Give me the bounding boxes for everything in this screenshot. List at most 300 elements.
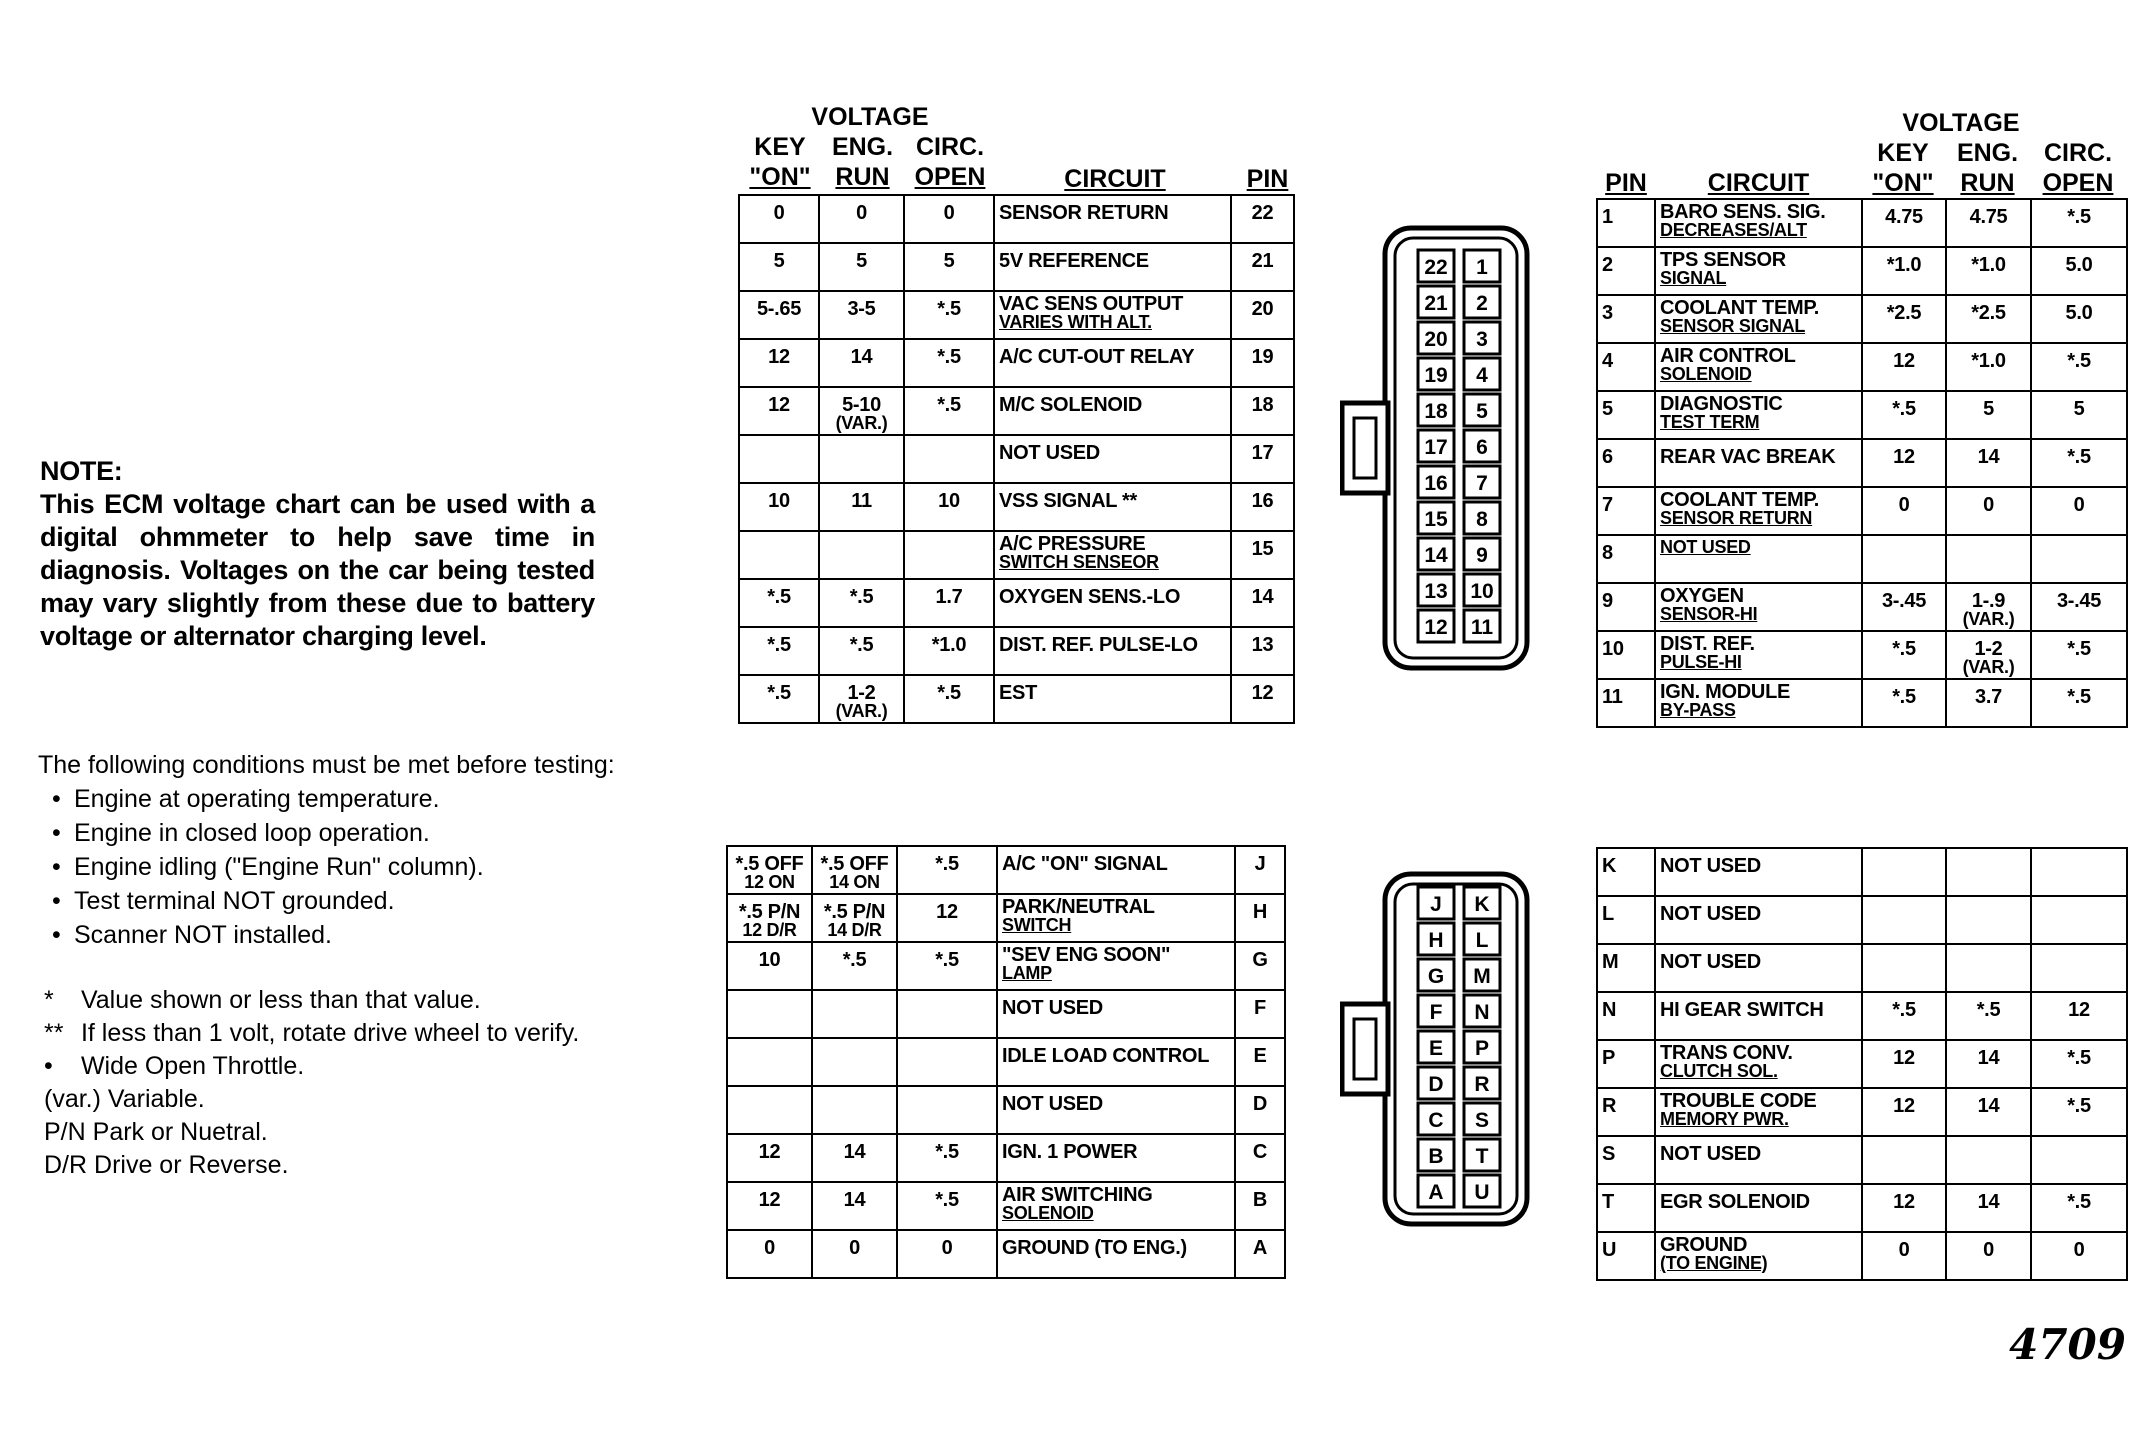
voltage-cell (897, 942, 997, 990)
voltage-cell (812, 846, 897, 894)
voltage-value: *.5 (935, 853, 959, 875)
table-row (1597, 896, 2127, 944)
voltage-value: *.5 (1976, 999, 2001, 1021)
voltage-cell (904, 531, 994, 579)
voltage-value: 1.7 (935, 586, 963, 608)
legend-item (44, 1017, 579, 1050)
circuit-name: IDLE LOAD CONTROL (1002, 1045, 1210, 1067)
voltage-cell (2031, 679, 2127, 727)
table-row (727, 942, 1285, 990)
condition-item: • Engine at operating temperature. (52, 782, 778, 816)
circuit-name-line2: CLUTCH SOL. (1660, 1061, 1778, 1081)
voltage-cell (2031, 944, 2127, 992)
note-body: This ECM voltage chart can be used with a digital ohmmeter to help save time in diagnosis. Voltages on the car being tested may vary slightly from these due to battery voltage or alternator charging level. (40, 489, 595, 651)
legend-item (44, 984, 579, 1017)
voltage-cell (727, 990, 812, 1038)
voltage-cell (1946, 583, 2031, 631)
voltage-cell (1946, 1040, 2031, 1088)
voltage-cell (727, 1086, 812, 1134)
circuit-cell (997, 990, 1235, 1038)
header-circ-sub: OPEN (914, 163, 986, 191)
circuit-name: NOT USED (1002, 1093, 1103, 1115)
voltage-value: 0 (941, 1237, 953, 1259)
voltage-cell (727, 894, 812, 942)
table-row (1597, 295, 2127, 343)
voltage-value-note: 12 ON (744, 872, 795, 892)
circuit-cell (1655, 992, 1862, 1040)
voltage-cell (1862, 848, 1946, 896)
pin-cell: 12 (1231, 675, 1294, 723)
voltage-value: 0 (856, 202, 867, 224)
pin-cell: N (1597, 992, 1655, 1040)
note-heading: NOTE: (40, 456, 123, 486)
circuit-name: REAR VAC BREAK (1660, 446, 1836, 468)
ecm-connector-top (1340, 222, 1540, 682)
voltage-cell (739, 291, 819, 339)
conditions-list (38, 782, 778, 952)
voltage-cell (904, 387, 994, 435)
voltage-cell (904, 483, 994, 531)
voltage-table-bottom-right (1596, 847, 2128, 1281)
voltage-cell (897, 894, 997, 942)
header-circ-sub: OPEN (2042, 169, 2114, 197)
pin-cell: 9 (1597, 583, 1655, 631)
voltage-cell (1946, 1184, 2031, 1232)
circuit-name-line2: NOT USED (1660, 537, 1751, 557)
header-voltage: VOLTAGE (1902, 109, 2020, 137)
table-row (739, 195, 1294, 243)
voltage-cell (819, 435, 904, 483)
condition-item: • Engine idling ("Engine Run" column). (52, 850, 778, 884)
voltage-cell (739, 435, 819, 483)
circuit-name: PARK/NEUTRAL (1002, 896, 1155, 918)
voltage-value: 0 (2073, 494, 2085, 516)
voltage-cell (897, 846, 997, 894)
table-row (1597, 247, 2127, 295)
circuit-name: BARO SENS. SIG. (1660, 201, 1826, 223)
voltage-cell (812, 1134, 897, 1182)
voltage-cell (739, 339, 819, 387)
pin-cell: 1 (1597, 199, 1655, 247)
voltage-cell (1862, 1040, 1946, 1088)
voltage-cell (1862, 1184, 1946, 1232)
header-circ: CIRC. (915, 133, 985, 161)
voltage-value: *1.0 (931, 634, 967, 656)
table-row (739, 627, 1294, 675)
voltage-value-note: (VAR.) (1962, 609, 2015, 629)
voltage-value: 5.0 (2065, 302, 2093, 324)
condition-item: • Engine in closed loop operation. (52, 816, 778, 850)
legend (44, 984, 579, 1182)
circuit-cell (1655, 848, 1862, 896)
voltage-cell (897, 990, 997, 1038)
connector-pin-label: 3 (1476, 328, 1488, 351)
voltage-cell (2031, 1184, 2127, 1232)
circuit-name: NOT USED (1660, 1143, 1761, 1165)
pin-cell: U (1597, 1232, 1655, 1280)
connector-pin-label: 5 (1476, 400, 1488, 423)
circuit-cell (1655, 295, 1862, 343)
voltage-cell (1946, 679, 2031, 727)
circuit-name: AIR CONTROL (1660, 345, 1796, 367)
circuit-name: A/C "ON" SIGNAL (1002, 853, 1168, 875)
header-circ: CIRC. (2043, 139, 2113, 167)
voltage-cell (1946, 199, 2031, 247)
voltage-value-note: (VAR.) (1962, 657, 2015, 677)
circuit-name: OXYGEN SENS.-LO (999, 586, 1181, 608)
legend-text: Value shown or less than that value. (80, 986, 481, 1014)
voltage-value: 14 (843, 1189, 866, 1211)
connector-pin-label: R (1474, 1073, 1490, 1096)
connector-pin-label: 20 (1424, 328, 1448, 351)
pin-cell: 11 (1597, 679, 1655, 727)
connector-pin-label: F (1429, 1001, 1443, 1024)
voltage-cell (2031, 583, 2127, 631)
voltage-cell (819, 339, 904, 387)
voltage-cell (904, 291, 994, 339)
voltage-cell (1862, 199, 1946, 247)
voltage-value: 3.7 (1975, 686, 2002, 708)
voltage-value: 3-.45 (1881, 590, 1927, 612)
voltage-table-bottom-left (726, 845, 1286, 1279)
circuit-name-line2: SWITCH SENSEOR (999, 552, 1159, 572)
pin-cell: 2 (1597, 247, 1655, 295)
header-top-left (740, 104, 1300, 196)
voltage-value: *.5 (935, 1141, 959, 1163)
pin-cell: 21 (1231, 243, 1294, 291)
voltage-cell (904, 675, 994, 723)
voltage-cell (2031, 295, 2127, 343)
pin-cell: B (1235, 1182, 1285, 1230)
voltage-value: *1.0 (1886, 254, 1922, 276)
table-row (727, 894, 1285, 942)
header-key: KEY (1877, 139, 1929, 167)
circuit-name-line2: SENSOR-HI (1660, 604, 1758, 624)
voltage-table-top-right (1596, 198, 2128, 728)
table-row (1597, 1136, 2127, 1184)
circuit-cell (994, 675, 1231, 723)
circuit-cell (997, 1230, 1235, 1278)
voltage-cell (2031, 1040, 2127, 1088)
voltage-cell (1946, 247, 2031, 295)
voltage-cell (819, 291, 904, 339)
table-row (739, 339, 1294, 387)
table-row (739, 387, 1294, 435)
voltage-cell (2031, 199, 2127, 247)
voltage-value: 5 (1983, 398, 1994, 420)
voltage-cell (727, 846, 812, 894)
table-row (1597, 679, 2127, 727)
voltage-cell (819, 483, 904, 531)
circuit-cell (1655, 1184, 1862, 1232)
voltage-cell (2031, 631, 2127, 679)
pin-cell: 3 (1597, 295, 1655, 343)
circuit-cell (997, 1134, 1235, 1182)
pin-cell: T (1597, 1184, 1655, 1232)
connector-pin-label: 13 (1424, 580, 1448, 603)
circuit-name: 5V REFERENCE (999, 250, 1149, 272)
table-row (1597, 944, 2127, 992)
voltage-cell (2031, 391, 2127, 439)
voltage-cell (1946, 992, 2031, 1040)
voltage-value: *.5 OFF (820, 853, 889, 875)
circuit-name: NOT USED (1002, 997, 1103, 1019)
voltage-cell (897, 1038, 997, 1086)
voltage-cell (739, 387, 819, 435)
voltage-cell (812, 1086, 897, 1134)
test-conditions (38, 748, 778, 952)
voltage-value: 5 (2073, 398, 2085, 420)
voltage-cell (1862, 583, 1946, 631)
voltage-value: 0 (1983, 1239, 1994, 1261)
condition-item: • Scanner NOT installed. (52, 918, 778, 952)
voltage-cell (904, 243, 994, 291)
voltage-value: *.5 (2067, 686, 2091, 708)
header-eng-sub: RUN (835, 163, 890, 191)
voltage-value: 14 (1977, 1047, 2000, 1069)
table-row (727, 1038, 1285, 1086)
voltage-value: 12 (1893, 350, 1915, 372)
voltage-cell (1946, 439, 2031, 487)
voltage-value: 0 (773, 202, 785, 224)
voltage-cell (904, 195, 994, 243)
circuit-cell (1655, 896, 1862, 944)
circuit-cell (1655, 487, 1862, 535)
voltage-value: *.5 P/N (823, 901, 886, 923)
connector-pin-label: E (1428, 1037, 1444, 1060)
voltage-cell (904, 435, 994, 483)
table-row (1597, 199, 2127, 247)
voltage-value: 11 (851, 490, 872, 512)
header-key-sub: "ON" (1872, 169, 1934, 197)
pin-cell: J (1235, 846, 1285, 894)
circuit-cell (1655, 1232, 1862, 1280)
voltage-cell (739, 243, 819, 291)
circuit-name: GROUND (1660, 1234, 1748, 1256)
voltage-cell (2031, 487, 2127, 535)
table-row (1597, 1040, 2127, 1088)
voltage-cell (739, 483, 819, 531)
table-row (727, 1182, 1285, 1230)
voltage-cell (904, 627, 994, 675)
legend-symbol: • (44, 1052, 53, 1080)
voltage-cell (1946, 848, 2031, 896)
voltage-cell (2031, 439, 2127, 487)
voltage-value: 1-2 (847, 682, 876, 704)
circuit-name: TROUBLE CODE (1660, 1090, 1817, 1112)
voltage-value: *.5 (937, 682, 961, 704)
circuit-name-line2: PULSE-HI (1660, 652, 1742, 672)
voltage-cell (739, 531, 819, 579)
circuit-cell (997, 1182, 1235, 1230)
voltage-value: *2.5 (1886, 302, 1922, 324)
circuit-cell (994, 243, 1231, 291)
voltage-cell (904, 579, 994, 627)
voltage-value: *.5 (767, 586, 791, 608)
connector-pin-label: 10 (1470, 580, 1494, 603)
voltage-value: 5-10 (842, 394, 881, 416)
voltage-value: 0 (1983, 494, 1994, 516)
connector-pin-label: 8 (1476, 508, 1488, 531)
circuit-cell (1655, 199, 1862, 247)
voltage-cell (739, 675, 819, 723)
voltage-value: 3-.45 (2056, 590, 2102, 612)
circuit-name: NOT USED (1660, 951, 1761, 973)
pin-cell: R (1597, 1088, 1655, 1136)
circuit-name: "SEV ENG SOON" (1002, 944, 1171, 966)
circuit-name: A/C PRESSURE (999, 533, 1146, 555)
pin-cell: 13 (1231, 627, 1294, 675)
voltage-value: *.5 (849, 634, 874, 656)
voltage-value: 0 (849, 1237, 860, 1259)
voltage-cell (812, 894, 897, 942)
pin-cell: 7 (1597, 487, 1655, 535)
connector-pin-label: P (1474, 1037, 1490, 1060)
circuit-name: EGR SOLENOID (1660, 1191, 1810, 1213)
pin-cell: 10 (1597, 631, 1655, 679)
header-voltage: VOLTAGE (811, 103, 929, 131)
voltage-value: 12 (1893, 446, 1915, 468)
circuit-name: VAC SENS OUTPUT (999, 293, 1184, 315)
pin-cell: H (1235, 894, 1285, 942)
voltage-value: 5 (773, 250, 785, 272)
connector-pin-label: 9 (1476, 544, 1488, 567)
voltage-cell (1862, 944, 1946, 992)
connector-pin-label: 1 (1476, 256, 1488, 279)
circuit-cell (1655, 391, 1862, 439)
circuit-name: IGN. 1 POWER (1002, 1141, 1138, 1163)
table-row (739, 675, 1294, 723)
voltage-value: 0 (2073, 1239, 2085, 1261)
connector-pin-label: D (1428, 1073, 1444, 1096)
table-row (1597, 391, 2127, 439)
circuit-name-line2: LAMP (1002, 963, 1052, 983)
header-eng: ENG. (1956, 139, 2019, 167)
voltage-value: 12 (936, 901, 958, 923)
pin-cell: 8 (1597, 535, 1655, 583)
voltage-value: *.5 (937, 394, 961, 416)
voltage-value-note: 14 D/R (827, 920, 882, 940)
circuit-cell (994, 435, 1231, 483)
pin-cell: L (1597, 896, 1655, 944)
pin-cell: E (1235, 1038, 1285, 1086)
circuit-name: TRANS CONV. (1660, 1042, 1793, 1064)
voltage-value: 14 (1977, 1191, 2000, 1213)
table-row (739, 243, 1294, 291)
circuit-cell (1655, 247, 1862, 295)
header-circuit: CIRCUIT (1064, 165, 1166, 193)
voltage-cell (897, 1134, 997, 1182)
table-row (1597, 439, 2127, 487)
connector-pin-label: M (1473, 965, 1491, 988)
voltage-value: 10 (758, 949, 781, 971)
connector-pin-label: G (1427, 965, 1445, 988)
voltage-value: *.5 (2067, 638, 2091, 660)
voltage-value: *.5 (935, 1189, 959, 1211)
voltage-value: *1.0 (1971, 254, 2006, 276)
voltage-cell (1862, 535, 1946, 583)
voltage-value: *.5 OFF (735, 853, 804, 875)
voltage-value: 14 (850, 346, 873, 368)
connector-pin-label: B (1428, 1145, 1444, 1168)
voltage-cell (1946, 535, 2031, 583)
voltage-cell (819, 531, 904, 579)
voltage-cell (2031, 1232, 2127, 1280)
pin-cell: 20 (1231, 291, 1294, 339)
voltage-cell (897, 1230, 997, 1278)
voltage-value: 12 (768, 346, 790, 368)
voltage-value: *.5 (935, 949, 959, 971)
legend-symbol: D/R (44, 1151, 88, 1179)
header-key: KEY (754, 133, 806, 161)
legend-item (44, 1149, 579, 1182)
circuit-cell (994, 531, 1231, 579)
pin-cell: 5 (1597, 391, 1655, 439)
table-row (739, 579, 1294, 627)
circuit-cell (994, 291, 1231, 339)
pin-cell: G (1235, 942, 1285, 990)
voltage-cell (819, 627, 904, 675)
voltage-value: *.5 (842, 949, 867, 971)
circuit-cell (997, 894, 1235, 942)
pin-cell: 19 (1231, 339, 1294, 387)
circuit-name: A/C CUT-OUT RELAY (999, 346, 1195, 368)
voltage-cell (897, 1182, 997, 1230)
voltage-cell (2031, 343, 2127, 391)
voltage-cell (904, 339, 994, 387)
voltage-value: 5 (856, 250, 867, 272)
voltage-value: 5 (943, 250, 955, 272)
voltage-value: 1-.9 (1971, 590, 2006, 612)
voltage-value: 0 (1898, 494, 1910, 516)
circuit-name: EST (999, 682, 1037, 704)
table-row (1597, 992, 2127, 1040)
connector-pin-label: 14 (1424, 544, 1448, 567)
voltage-cell (739, 627, 819, 675)
voltage-cell (1946, 391, 2031, 439)
legend-text: Park or Nuetral. (92, 1118, 268, 1146)
voltage-value: *.5 (2067, 1191, 2091, 1213)
voltage-cell (2031, 992, 2127, 1040)
pin-cell: D (1235, 1086, 1285, 1134)
voltage-cell (2031, 247, 2127, 295)
connector-pin-label: 19 (1424, 364, 1448, 387)
pin-cell: K (1597, 848, 1655, 896)
voltage-value: *.5 (849, 586, 874, 608)
header-pin: PIN (1246, 165, 1289, 193)
note-block (40, 455, 595, 653)
circuit-cell (1655, 679, 1862, 727)
circuit-cell (997, 942, 1235, 990)
voltage-cell (727, 1038, 812, 1086)
circuit-cell (997, 1086, 1235, 1134)
voltage-value: 14 (1977, 446, 2000, 468)
voltage-cell (2031, 848, 2127, 896)
connector-pin-label: J (1430, 893, 1442, 916)
voltage-cell (1946, 343, 2031, 391)
circuit-name-line2: TEST TERM (1660, 412, 1760, 432)
circuit-cell (997, 1038, 1235, 1086)
voltage-cell (727, 942, 812, 990)
voltage-cell (739, 579, 819, 627)
pin-cell: P (1597, 1040, 1655, 1088)
voltage-value: 12 (1893, 1191, 1915, 1213)
voltage-value: *.5 (2067, 446, 2091, 468)
circuit-name-line2: VARIES WITH ALT. (999, 312, 1152, 332)
legend-text: If less than 1 volt, rotate drive wheel to verify. (80, 1019, 580, 1047)
voltage-value-note: (VAR.) (835, 701, 888, 721)
voltage-value: 0 (1898, 1239, 1910, 1261)
